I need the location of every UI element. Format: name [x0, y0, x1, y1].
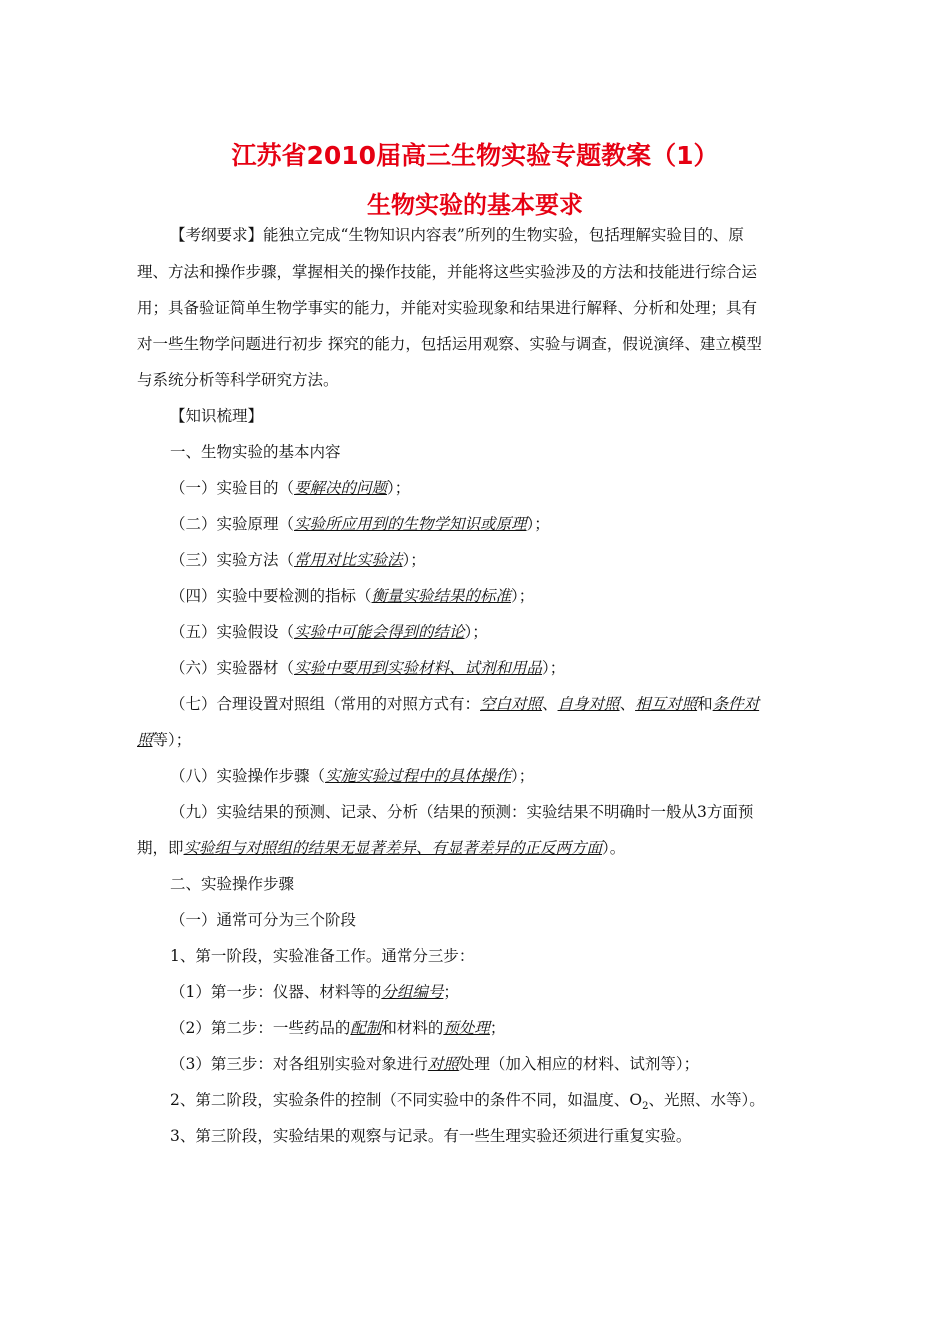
outline-line-3: 用；具备验证简单生物学事实的能力，并能对实验现象和结果进行解释、分析和处理；具有 [137, 299, 758, 317]
item-indicator: （四）实验中要检测的指标（衡量实验结果的标准）； [170, 587, 535, 605]
stage-3: 3、第三阶段，实验结果的观察与记录。有一些生理实验还须进行重复实验。 [170, 1127, 692, 1145]
stage-2: 2、第二阶段，实验条件的控制（不同实验中的条件不同，如温度、$O_2$、光照、水等）。 [170, 1091, 765, 1113]
section-1-heading: 一、生物实验的基本内容 [170, 443, 341, 461]
stage-1: 1、第一阶段，实验准备工作。通常分三步： [170, 947, 475, 965]
document-subtitle: 生物实验的基本要求 [367, 191, 583, 219]
item-purpose: （一）实验目的（要解决的问题）； [170, 479, 411, 497]
outline-line-5: 与系统分析等科学研究方法。 [137, 371, 339, 389]
outline-line-4: 对一些生物学问题进行初步 探究的能力，包括运用观察、实验与调查，假说演绎、建立模型 [137, 335, 762, 353]
section-2-heading: 二、实验操作步骤 [170, 875, 295, 893]
step-3: （3）第三步：对各组别实验对象进行对照处理（加入相应的材料、试剂等）； [170, 1055, 700, 1073]
step-2: （2）第二步：一些药品的配制和材料的预处理； [170, 1019, 506, 1037]
subsection-stages: （一）通常可分为三个阶段 [170, 911, 357, 929]
item-equipment: （六）实验器材（实验中要用到实验材料、试剂和用品）； [170, 659, 566, 677]
item-control-group-cont: 照等）； [137, 731, 192, 749]
item-procedure: （八）实验操作步骤（实施实验过程中的具体操作）； [170, 767, 535, 785]
item-principle: （二）实验原理（实验所应用到的生物学知识或原理）； [170, 515, 550, 533]
item-results: （九）实验结果的预测、记录、分析（结果的预测：实验结果不明确时一般从3方面预 [170, 803, 754, 821]
knowledge-heading: 【知识梳理】 [170, 407, 264, 425]
outline-line-1: 【考纲要求】能独立完成“生物知识内容表”所列的生物实验，包括理解实验目的、原 [170, 226, 744, 244]
item-hypothesis: （五）实验假设（实验中可能会得到的结论）； [170, 623, 488, 641]
step-1: （1）第一步：仪器、材料等的分组编号； [170, 983, 459, 1001]
item-results-cont: 期，即实验组与对照组的结果无显著差异、有显著差异的正反两方面）。 [137, 839, 626, 857]
document-title: 江苏省2010届高三生物实验专题教案（1） [231, 141, 719, 170]
item-method: （三）实验方法（常用对比实验法）； [170, 551, 426, 569]
outline-line-2: 理、方法和操作步骤，掌握相关的操作技能，并能将这些实验涉及的方法和技能进行综合运 [137, 263, 758, 281]
item-control-group: （七）合理设置对照组（常用的对照方式有：空白对照、自身对照、相互对照和条件对 [170, 695, 760, 713]
